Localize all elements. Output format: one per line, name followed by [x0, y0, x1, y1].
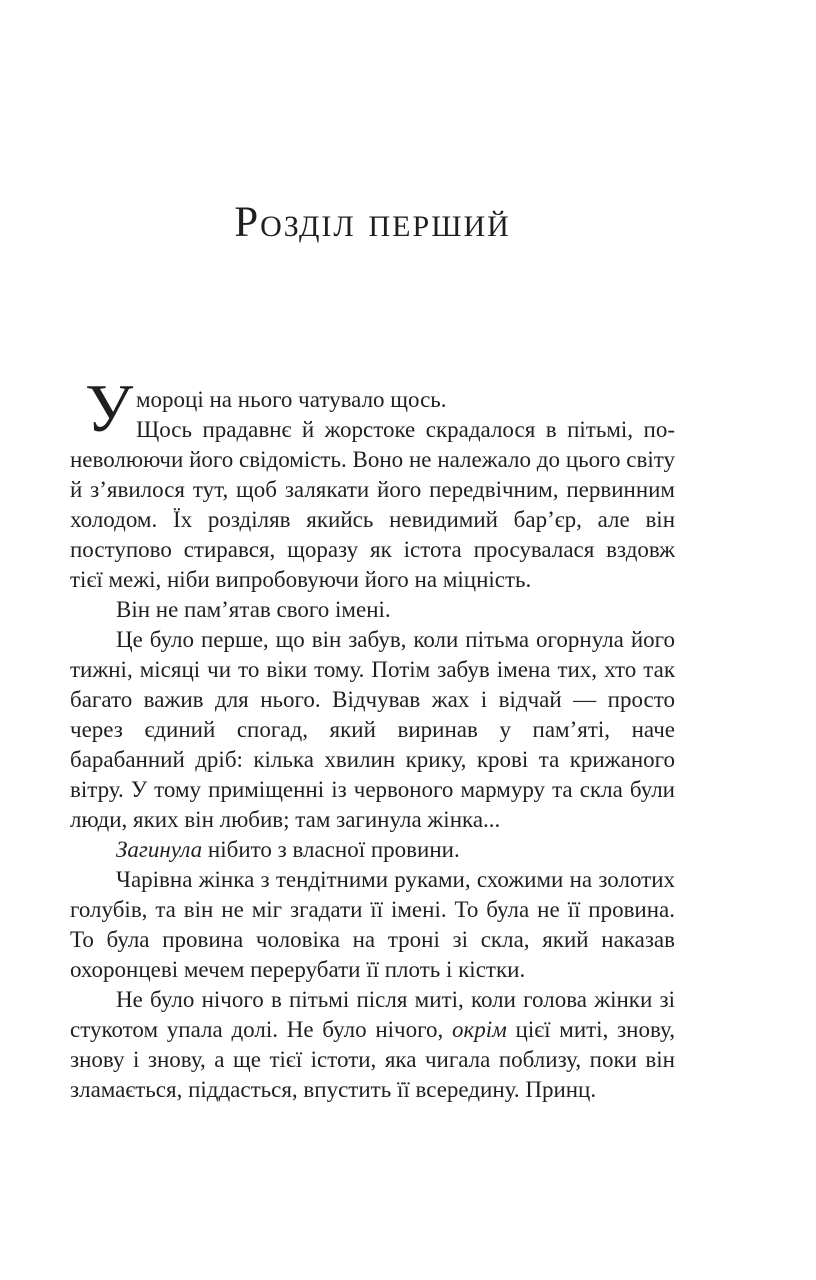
- body-text: Не було нічого в пітьмі після миті, коли голова жінки зі стукотом упала долі. Не було нічого,: [70, 987, 675, 1042]
- body-text: мороці на нього чатувало щось.: [136, 387, 447, 412]
- body-text: Він не пам’ятав свого імені.: [116, 597, 391, 622]
- body-text: нібито з власної провини.: [202, 837, 460, 862]
- dropcap-letter: У: [85, 370, 134, 446]
- paragraph: [70, 595, 675, 625]
- paragraph: [70, 865, 675, 985]
- body-text: Це було перше, що він забув, коли пітьма огорнула його тижні, місяці чи то віки тому. Потім забув імена тих, хто так багато важив для нього. Відчував жах і відчай — просто через єдиний спогад, який виринав у пам’яті, наче барабанний дріб: кілька хвилин крику, крові та крижаного вітру. У тому приміщенні із червоного мармуру та скла були люди, яких він любив; там загинула жінка...: [70, 627, 675, 832]
- italic-text: Загинула: [116, 837, 203, 862]
- paragraph: [70, 625, 675, 835]
- paragraph: [70, 415, 675, 595]
- paragraphs-container: [70, 385, 675, 1105]
- chapter-title: Розділ перший: [234, 199, 511, 246]
- body-text: Чарівна жінка з тендітними руками, схожими на золотих голубів, та він не міг згадати її імені. То була не її провина. То була провина чоловіка на троні зі скла, який наказав охоронцеві мечем перерубати її плоть і кістки.: [70, 867, 675, 982]
- paragraph: [70, 835, 675, 865]
- italic-text: окрім: [451, 1017, 507, 1042]
- paragraph: [70, 985, 675, 1105]
- body-text: Щось прадавнє й жорстоке скрадалося в пітьмі, поневолюючи його свідомість. Воно не належало до цього світу й з’явилося тут, щоб залякати його передвічним, первинним холодом. Їх розділяв якийсь невидимий бар’єр, але він поступово стирався, щоразу як істота просувалася вздовж тієї межі, ніби випробовуючи його на міцність.: [70, 417, 675, 592]
- paragraph: [70, 385, 675, 415]
- body-text: цієї миті, знову, знову і знову, а ще тієї істоти, яка чигала поблизу, поки він зламається, піддасться, впустить її всередину. Принц.: [70, 1017, 675, 1102]
- text-block: [70, 370, 675, 1105]
